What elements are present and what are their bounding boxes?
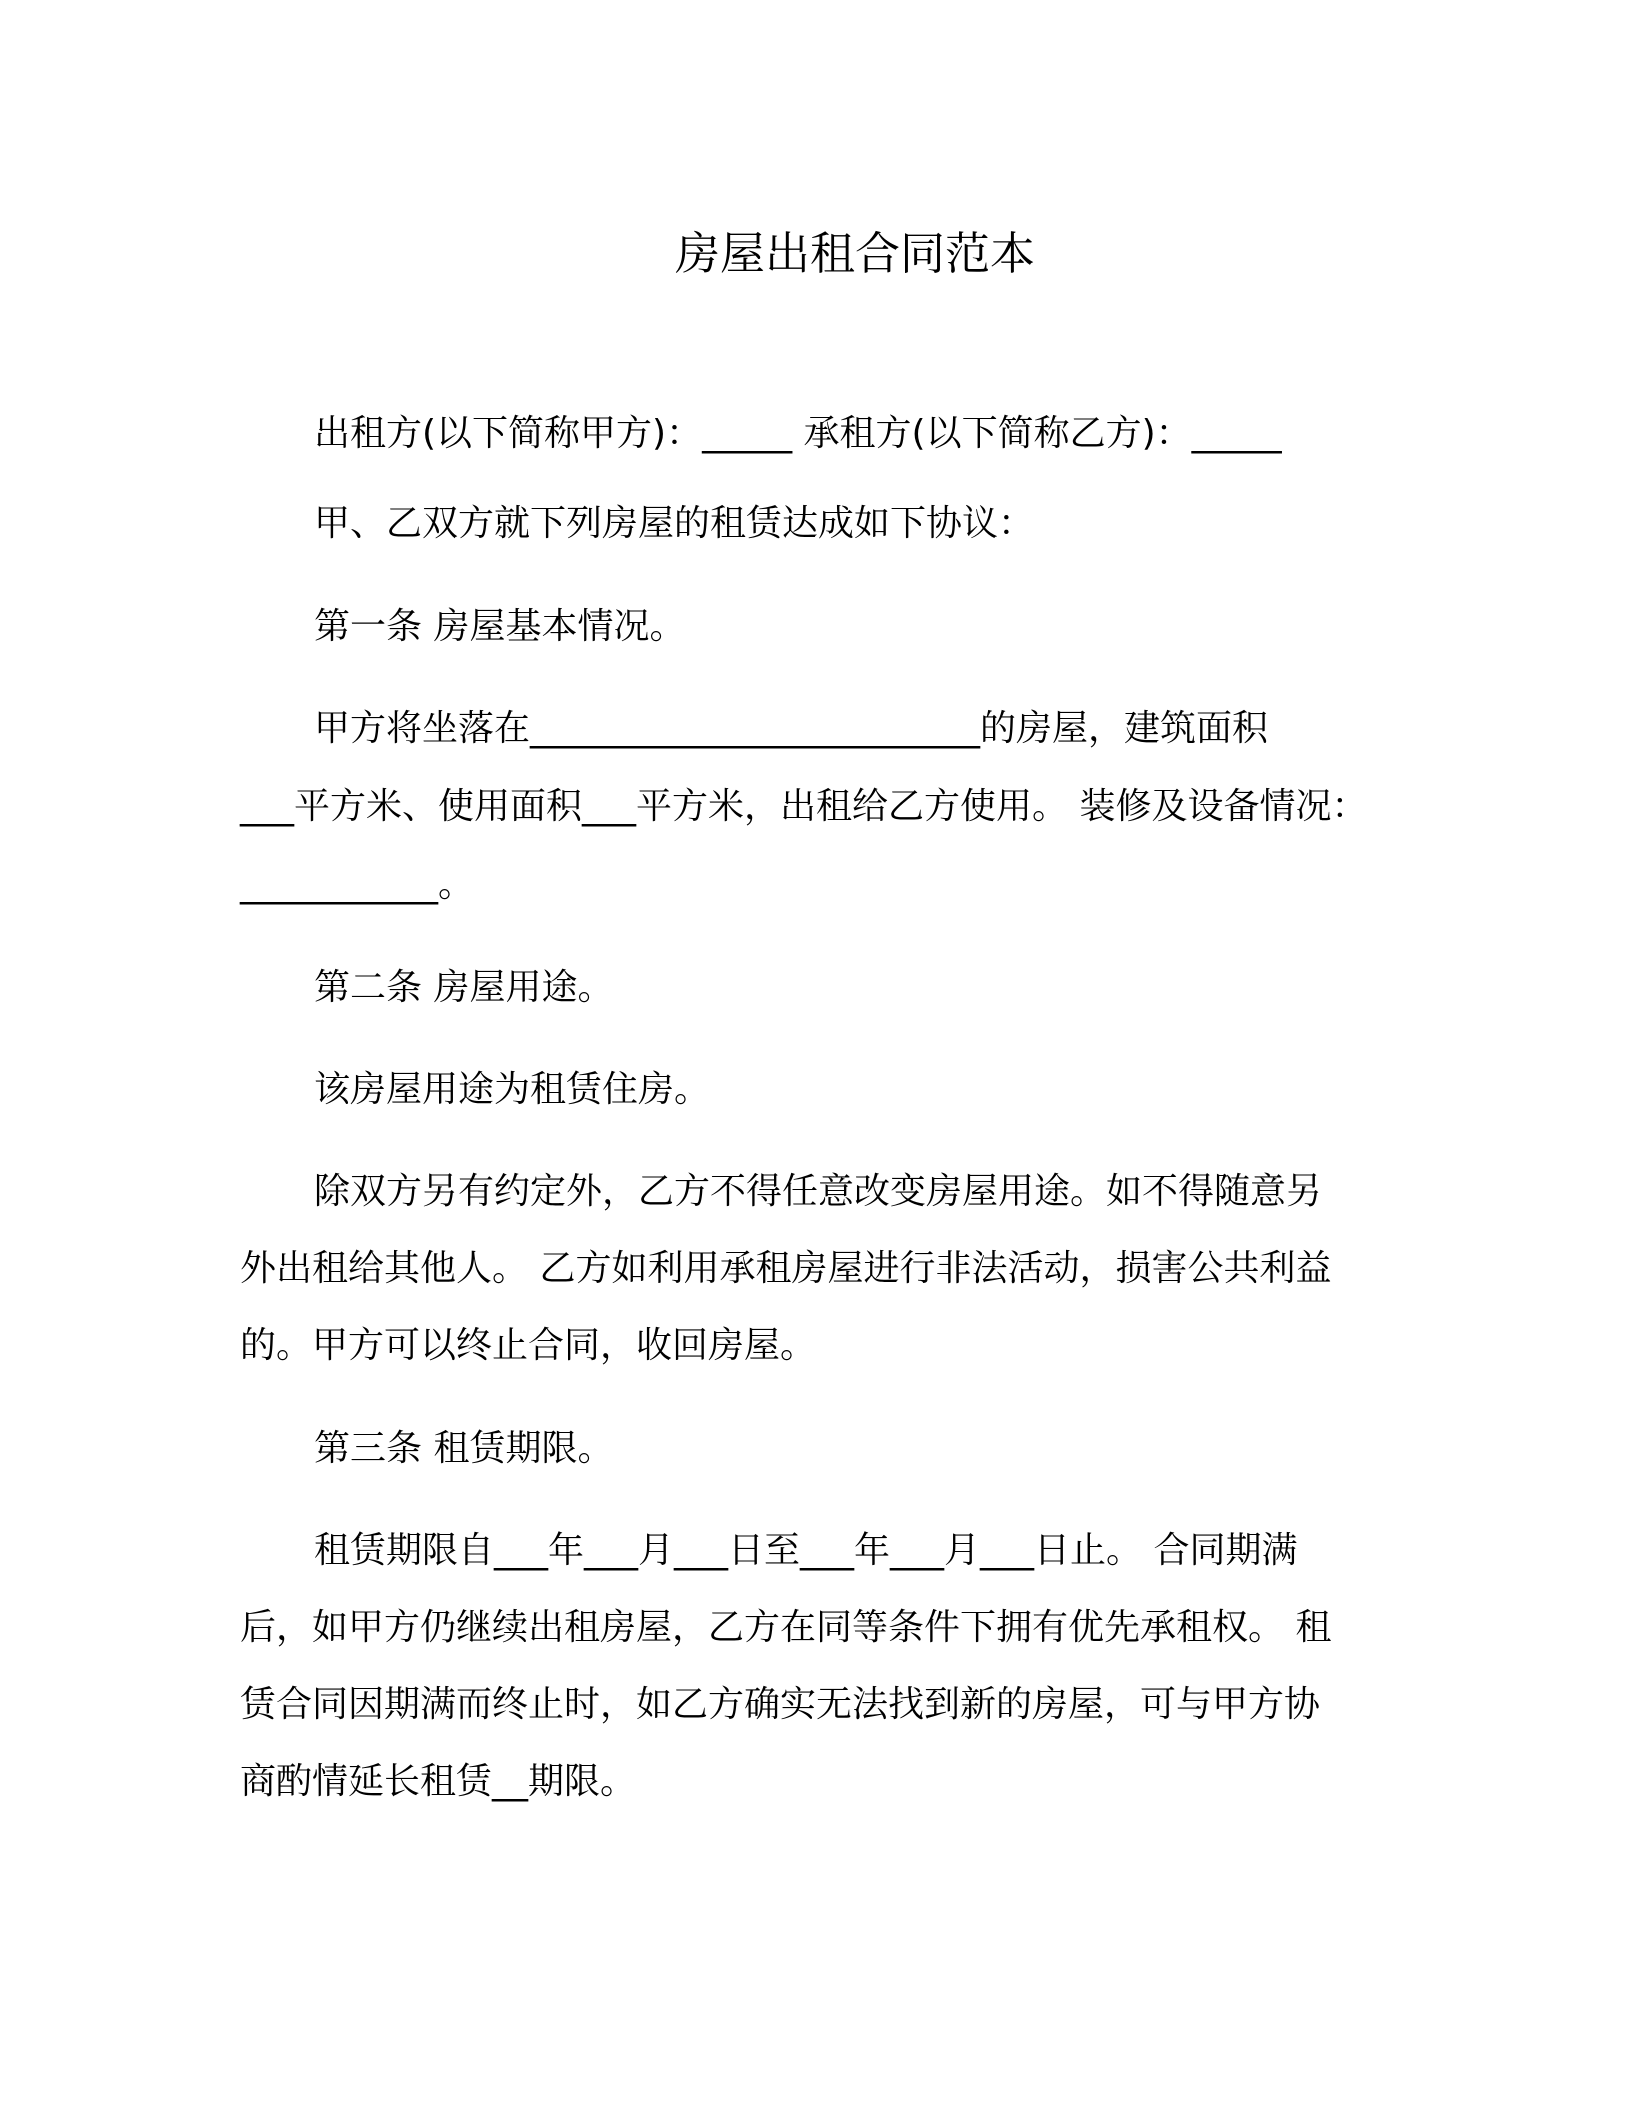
document-title: 房屋出租合同范本 xyxy=(674,227,1035,280)
article-2-text-line-2: 外出租给其他人。 乙方如利用承租房屋进行非法活动，损害公共利益 xyxy=(240,1248,1332,1289)
article-3-text-line-1: 租赁期限自___年___月___日至___年___月___日止。 合同期满 xyxy=(314,1530,1298,1571)
article-3-text-line-4: 商酌情延长租赁__期限。 xyxy=(240,1761,637,1802)
article-3-text-line-2: 后，如甲方仍继续出租房屋，乙方在同等条件下拥有优先承租权。 租 xyxy=(240,1607,1332,1648)
article-2-heading: 第二条 房屋用途。 xyxy=(314,967,614,1008)
article-3-text-line-3: 赁合同因期满而终止时，如乙方确实无法找到新的房屋，可与甲方协 xyxy=(240,1684,1321,1725)
article-1-heading: 第一条 房屋基本情况。 xyxy=(314,606,686,647)
article-3-heading: 第三条 租赁期限。 xyxy=(314,1428,614,1469)
article-1-text-line-2: ___平方米、使用面积___平方米，出租给乙方使用。 装修及设备情况： xyxy=(240,786,1368,827)
agreement-intro: 甲、乙双方就下列房屋的租赁达成如下协议： xyxy=(314,503,1035,544)
article-1-text-line-1: 甲方将坐落在_________________________的房屋，建筑面积 xyxy=(314,708,1269,749)
article-2-usage: 该房屋用途为租赁住房。 xyxy=(314,1069,711,1110)
parties-line: 出租方(以下简称甲方)：_____ 承租方(以下简称乙方)：_____ xyxy=(314,413,1282,454)
article-2-text-line-1: 除双方另有约定外，乙方不得任意改变房屋用途。如不得随意另 xyxy=(314,1171,1323,1212)
article-1-text-line-3: ___________。 xyxy=(240,864,475,905)
article-2-text-line-3: 的。甲方可以终止合同，收回房屋。 xyxy=(240,1325,817,1366)
